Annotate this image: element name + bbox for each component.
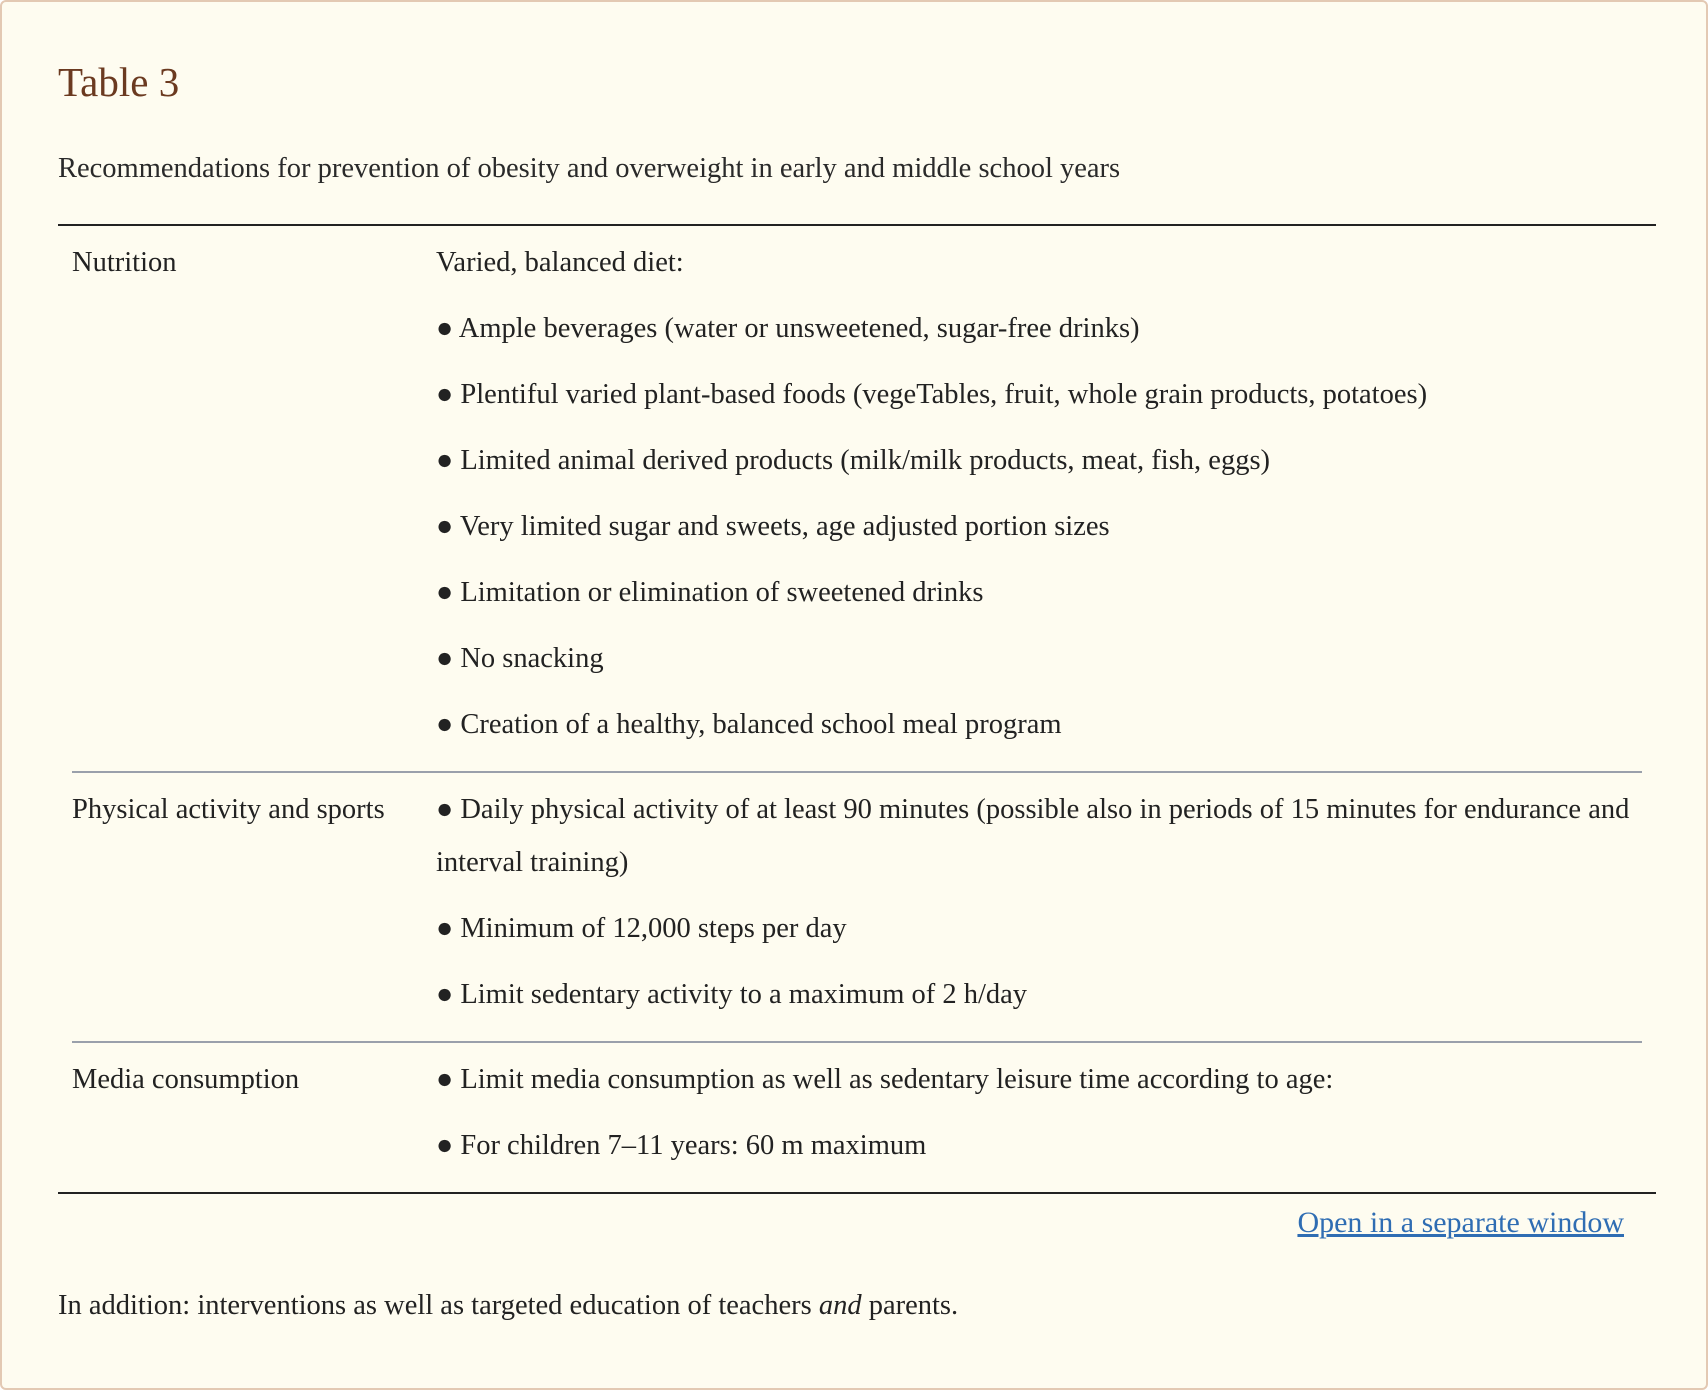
table-row	[58, 226, 1656, 771]
recommendations-table	[58, 226, 1656, 1192]
list-item: ● Plentiful varied plant-based foods (vegeTables, fruit, whole grain products, potatoes)	[436, 379, 1428, 410]
row-body	[436, 226, 1656, 771]
list-item: ● Limited animal derived products (milk/milk products, meat, fish, eggs)	[436, 445, 1271, 476]
list-item: ● Daily physical activity of at least 90 minutes (possible also in periods of 15 minutes for endurance and interval training)	[436, 794, 1630, 878]
list-item: ● Limit sedentary activity to a maximum of 2 h/day	[436, 979, 1028, 1010]
list-item: ● For children 7–11 years: 60 m maximum	[436, 1130, 927, 1161]
table-title: Table 3	[58, 59, 180, 105]
open-in-separate-window-link[interactable]: Open in a separate window	[1297, 1206, 1624, 1239]
footnote-emphasis: and	[818, 1290, 862, 1321]
list-item: Varied, balanced diet:	[436, 247, 684, 278]
table-caption: Recommendations for prevention of obesity and overweight in early and middle school years	[58, 153, 1121, 184]
footnote-text-end: parents.	[861, 1290, 959, 1321]
list-item: ● Minimum of 12,000 steps per day	[436, 913, 847, 944]
row-category: Nutrition	[72, 247, 177, 278]
row-body	[436, 773, 1656, 1041]
list-item: ● Limitation or elimination of sweetened drinks	[436, 577, 984, 608]
open-link-container	[1297, 1206, 1624, 1240]
row-category: Physical activity and sports	[72, 794, 385, 825]
list-item: ● Very limited sugar and sweets, age adjusted portion sizes	[436, 511, 1110, 542]
row-body	[436, 1043, 1656, 1192]
list-item: ● Limit media consumption as well as sedentary leisure time according to age:	[436, 1064, 1334, 1095]
table-footnote	[58, 1290, 958, 1322]
footnote-text: In addition: interventions as well as targeted education of teachers	[58, 1290, 819, 1321]
list-item: ● Creation of a healthy, balanced school meal program	[436, 709, 1062, 740]
table-container	[58, 224, 1656, 1194]
list-item: ● Ample beverages (water or unsweetened, sugar-free drinks)	[436, 313, 1140, 344]
table-row	[58, 773, 1656, 1041]
table-row	[58, 1043, 1656, 1192]
list-item: ● No snacking	[436, 643, 604, 674]
row-category: Media consumption	[72, 1064, 300, 1095]
